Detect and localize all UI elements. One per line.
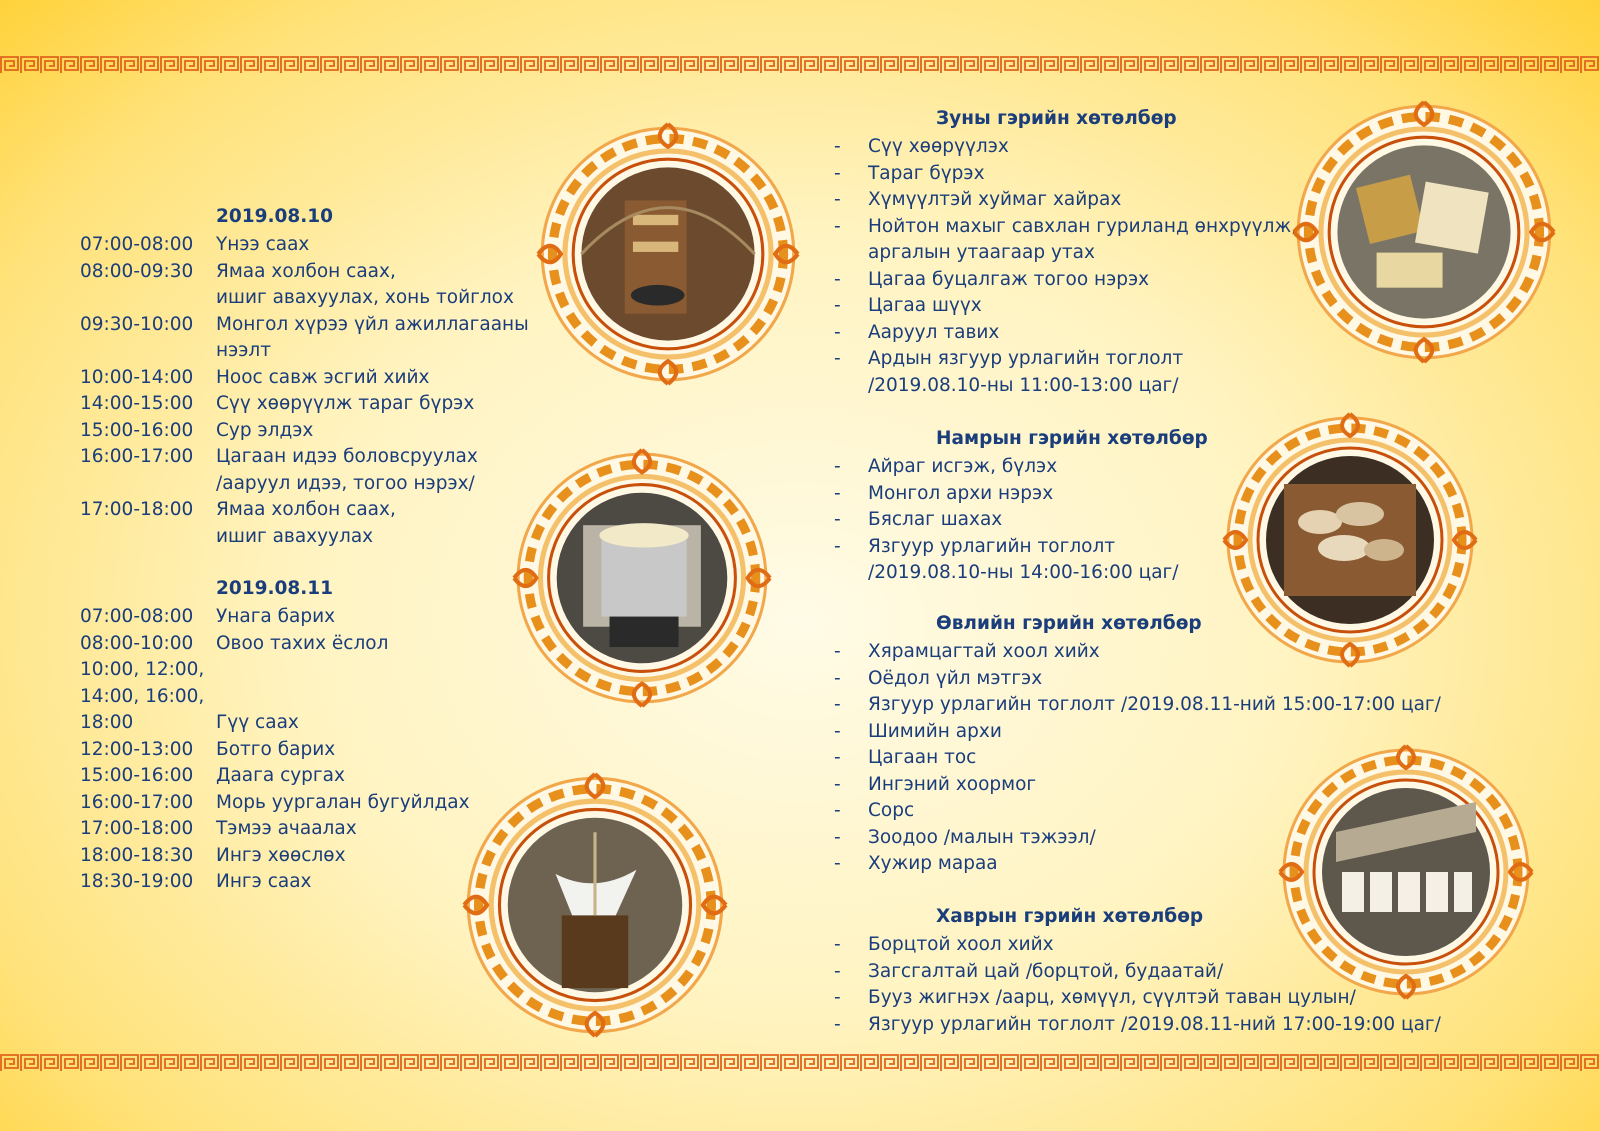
schedule-activity: Цагаан идээ боловсруулах /ааруул идээ, тогоо нэрэх/ <box>216 446 478 494</box>
dried-curd-box-photo <box>1220 410 1480 670</box>
schedule-time: 18:00-18:30 <box>80 844 194 866</box>
program-item-text: Оёдол үйл мэтгэх <box>868 667 1043 689</box>
program-item-text: Борцтой хоол хийх <box>868 934 1054 955</box>
schedule-time: 08:00-10:00 <box>80 632 194 654</box>
program-item <box>834 1012 1468 1039</box>
dash-bullet: - <box>834 215 841 237</box>
schedule-activity: Ингэ саах <box>216 871 312 892</box>
dash-bullet: - <box>834 934 841 955</box>
schedule-time: 08:00-09:30 <box>80 260 194 282</box>
dash-bullet: - <box>834 960 841 982</box>
dash-bullet: - <box>834 136 841 157</box>
program-item-text: Ааруул тавих <box>868 321 1000 343</box>
program-item-text: Бууз жигнэх /аарц, хөмүүл, сүүлтэй таван цулын/ <box>868 987 1356 1008</box>
dash-bullet: - <box>834 747 841 768</box>
dash-bullet: - <box>834 641 841 662</box>
schedule-time: 07:00-08:00 <box>80 606 194 627</box>
program-item-text: Хужир мараа <box>868 853 998 874</box>
schedule-activity: Сур элдэх <box>216 419 314 441</box>
day2-date: 2019.08.11 <box>216 578 334 599</box>
program-item-text: Монгол архи нэрэх <box>868 482 1054 504</box>
dash-bullet: - <box>834 667 841 689</box>
dash-bullet: - <box>834 321 841 343</box>
schedule-time: 10:00, 12:00, 14:00, 16:00, 18:00 <box>80 659 205 733</box>
schedule-time: 15:00-16:00 <box>80 419 194 441</box>
schedule-time: 07:00-08:00 <box>80 234 194 255</box>
dash-bullet: - <box>834 773 841 795</box>
schedule-time: 17:00-18:00 <box>80 499 194 520</box>
program-item-text: Бяслаг шахах <box>868 509 1003 530</box>
schedule-activity: Ноос савж эсгий хийх <box>216 366 430 388</box>
dash-bullet: - <box>834 694 841 715</box>
dash-bullet: - <box>834 720 841 742</box>
autumn-title: Намрын гэрийн хөтөлбөр <box>936 428 1208 449</box>
curd-drying-rack-photo <box>1276 742 1536 1002</box>
schedule-activity: Морь уургалан бугуйлдах <box>216 791 470 813</box>
top-fret-border <box>0 55 1600 75</box>
program-item-text: Ингэний хоормог <box>868 773 1037 795</box>
schedule-activity: Ботго барих <box>216 738 336 760</box>
wooden-churn-photo <box>460 770 730 1040</box>
schedule-activity: Гүү саах <box>216 712 299 733</box>
dash-bullet: - <box>834 853 841 874</box>
program-item-text: Цагаа шүүх <box>868 295 982 316</box>
dash-bullet: - <box>834 535 841 557</box>
schedule-activity: Тэмээ ачаалах <box>216 818 357 839</box>
schedule-time: 09:30-10:00 <box>80 313 194 335</box>
program-item-text: Цагаан тос <box>868 747 977 768</box>
schedule-activity: Овоо тахих ёслол <box>216 632 389 654</box>
dash-bullet: - <box>834 1013 841 1035</box>
program-item-text: Язгуур урлагийн тоглолт /2019.08.10-ны 14:00-16:00 цаг/ <box>868 535 1179 583</box>
program-item-text: Ардын язгуур урлагийн тоглолт /2019.08.10-ны 11:00-13:00 цаг/ <box>868 348 1184 396</box>
winter-title: Өвлийн гэрийн хөтөлбөр <box>936 613 1202 634</box>
dash-bullet: - <box>834 295 841 316</box>
schedule-time: 16:00-17:00 <box>80 446 194 467</box>
program-item-text: Загсгалтай цай /борцтой, будаатай/ <box>868 960 1224 982</box>
program-item-text: Хүмүүлтэй хуймаг хайрах <box>868 189 1122 210</box>
schedule-time: 14:00-15:00 <box>80 393 194 414</box>
schedule-time: 17:00-18:00 <box>80 818 194 839</box>
program-item-text: Сорс <box>868 800 915 821</box>
program-item-text: Сүү хөөрүүлэх <box>868 136 1009 157</box>
cheese-dairy-photo <box>1290 98 1558 366</box>
schedule-activity: Даага сургах <box>216 765 345 786</box>
schedule-time: 16:00-17:00 <box>80 791 194 813</box>
schedule-activity: Ямаа холбон саах, ишиг авахуулах <box>216 499 396 547</box>
dash-bullet: - <box>834 348 841 369</box>
dash-bullet: - <box>834 456 841 477</box>
dash-bullet: - <box>834 268 841 290</box>
schedule-time: 15:00-16:00 <box>80 765 194 786</box>
bottom-fret-border <box>0 1053 1600 1073</box>
dash-bullet: - <box>834 482 841 504</box>
dash-bullet: - <box>834 162 841 184</box>
program-item-text: Тараг бүрэх <box>868 162 985 184</box>
day1-date: 2019.08.10 <box>216 206 334 227</box>
dash-bullet: - <box>834 189 841 210</box>
schedule-time: 12:00-13:00 <box>80 738 194 760</box>
schedule-time: 10:00-14:00 <box>80 366 194 388</box>
schedule-activity: Ямаа холбон саах, ишиг авахуулах, хонь тойглох <box>216 260 514 308</box>
spring-title: Хаврын гэрийн хөтөлбөр <box>936 906 1204 927</box>
schedule-activity: Монгол хүрээ үйл ажиллагааны нээлт <box>216 313 529 361</box>
schedule-activity: Унага барих <box>216 606 336 627</box>
schedule-activity: Ингэ хөөслөх <box>216 844 346 866</box>
program-item-text: Зоодоо /малын тэжээл/ <box>868 826 1096 848</box>
program-item-text: Айраг исгэж, бүлэх <box>868 456 1058 477</box>
dash-bullet: - <box>834 826 841 848</box>
dash-bullet: - <box>834 800 841 821</box>
schedule-activity: Сүү хөөрүүлж тараг бүрэх <box>216 393 475 414</box>
program-item-text: Шимийн архи <box>868 720 1002 742</box>
dash-bullet: - <box>834 509 841 530</box>
dash-bullet: - <box>834 987 841 1008</box>
milk-steamer-photo <box>510 446 774 710</box>
schedule-activity: Үнээ саах <box>216 234 310 255</box>
program-item-text: Нойтон махыг савхлан гуриланд өнхрүүлж, аргалын утаагаар утах <box>868 215 1298 263</box>
program-item-text: Цагаа буцалгаж тогоо нэрэх <box>868 268 1150 290</box>
schedule-time: 18:30-19:00 <box>80 871 194 892</box>
summer-title: Зуны гэрийн хөтөлбөр <box>936 108 1177 129</box>
program-item-text: Хярамцагтай хоол хийх <box>868 641 1100 662</box>
program-item <box>834 692 1468 719</box>
program-item-text: Язгуур урлагийн тоглолт /2019.08.11-ний 15:00-17:00 цаг/ <box>868 694 1441 715</box>
yurt-interior-photo <box>534 120 802 388</box>
program-item-text: Язгуур урлагийн тоглолт /2019.08.11-ний 17:00-19:00 цаг/ <box>868 1013 1441 1035</box>
